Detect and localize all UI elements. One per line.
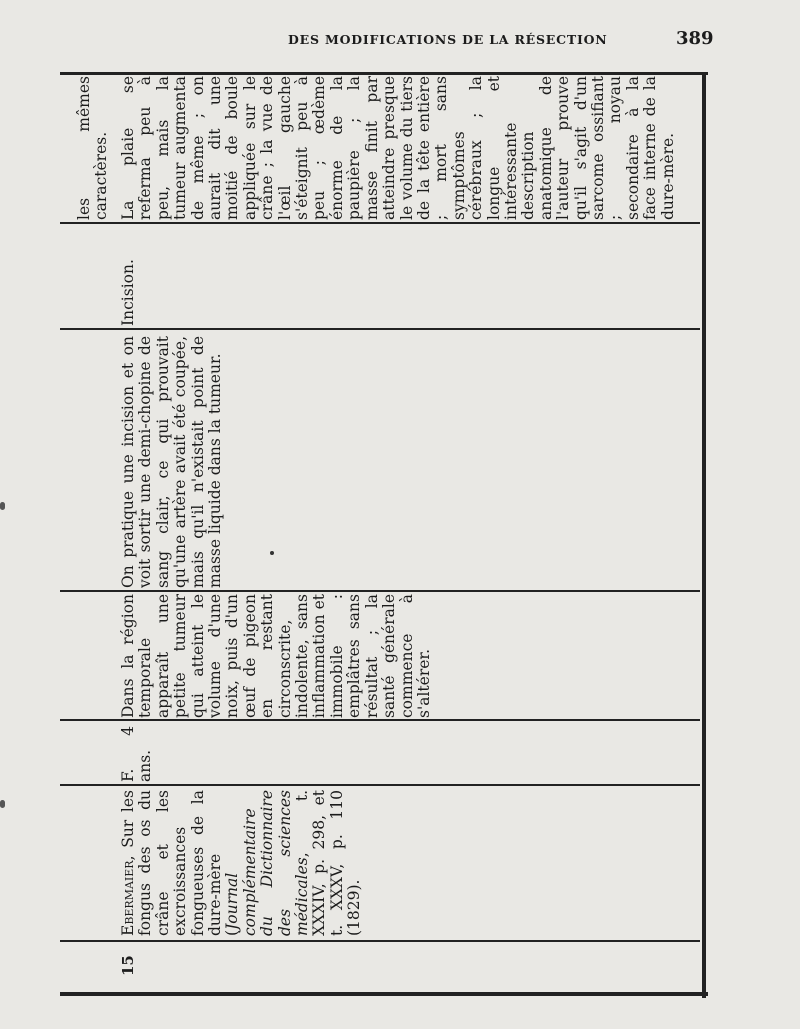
symptoms-cell: Dans la région temporale apparaît une petite tumeur qui atteint le volume d'une noix, puis d'un œuf de pigeon en restant circonscrite, indolente, sans inflammation et immobile : emplâtres sans résultat ; la santé générale commence à s'altérer. [119, 594, 433, 718]
page-number: 389 [676, 28, 714, 49]
treatment-cell: On pratique une incision et on voit sortir une demi-chopine de sang clair, ce qui prouvait qu'une artère avait été coupée, mais qu'il n'existait point de masse liquide dans la tumeur. [119, 336, 225, 588]
operation-cell: Incision. [119, 259, 137, 326]
result-cell: La plaie se referma peu à peu, mais la tumeur augmenta de même ; on aurait dit une moitié de boule appliquée sur le crâne ; la vue de l'œil gauche s'éteignit peu à peu ; œdème énorme de la paupière ; la masse finit par atteindre presque le volume du tiers de la tête entière ; mort sans symptômes cérébraux ; la longue et intéressante description anatomique de l'auteur prouve qu'il s'agit d'un sarcome ossifiant ; noyau secondaire à la face interne de la dure-mère. [119, 76, 677, 220]
journal-title: Journal complémentaire du Dictionnaire des sciences médicales [223, 790, 312, 936]
source-cell: Ebermaier, Sur les fongus des os du crâne et les excroissances fongueuses de la dure-mère (Journal complémentaire du Dictionnaire des sciences médicales, t. XXXIV, p. 298, et t. XXXV, p. 110 (1829). [119, 790, 364, 936]
margin-mark [0, 502, 5, 510]
page-header [0, 28, 800, 52]
ink-dot [270, 551, 274, 555]
author-name: Ebermaier [119, 860, 137, 936]
margin-mark [0, 800, 5, 808]
running-title: DES MODIFICATIONS DE LA RÉSECTION [288, 32, 608, 47]
sex-age-cell: F. 4 ans. [119, 726, 155, 782]
rotated-table-body [60, 72, 708, 998]
previous-result-cell: les mêmes caractères. [75, 76, 111, 220]
case-number-cell: 15 [119, 955, 137, 976]
